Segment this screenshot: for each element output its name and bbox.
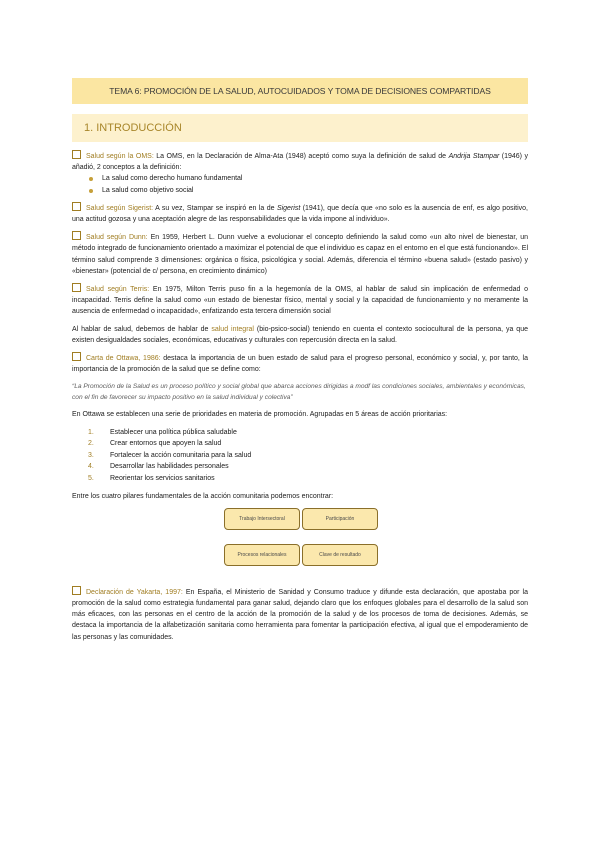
sigerist-label: Salud según Sigerist: [86, 204, 154, 212]
pillar-box [224, 508, 300, 530]
area-number: 5. [88, 475, 94, 483]
area-text: Crear entornos que apoyen la salud [110, 440, 222, 448]
area-number: 3. [88, 451, 94, 459]
oms-text-b: (1946) y añadió, 2 conceptos a la definición: [72, 153, 528, 172]
document-title: TEMA 6: PROMOCIÓN DE LA SALUD, AUTOCUIDADOS Y TOMA DE DECISIONES COMPARTIDAS [109, 86, 491, 96]
integral-key: salud integral [211, 325, 254, 333]
area-text: Desarrollar las habilidades personales [110, 463, 229, 471]
pillar-label: Procesos relacionales [237, 551, 287, 558]
pillars-diagram [72, 508, 528, 578]
area-text: Establecer una política pública saludable [110, 428, 237, 436]
pillar-box [224, 544, 300, 566]
ottawa-paragraph [72, 352, 528, 375]
ottawa-areas-intro: En Ottawa se establecen una serie de prioridades en materia de promoción. Agrupadas en 5 áreas de acción prioritarias: [72, 411, 448, 419]
list-item [88, 438, 528, 450]
oms-author: Andrija Stampar [448, 153, 500, 160]
sigerist-paragraph [72, 202, 528, 225]
yakarta-label: Declaración de Yakarta, 1997: [86, 588, 183, 596]
ottawa-pillars-intro: Entre los cuatro pilares fundamentales de la acción comunitaria podemos encontrar: [72, 492, 334, 500]
checkbox-bullet-icon [72, 202, 81, 211]
sigerist-text-a: A su vez, Stampar se inspiró en la de [153, 204, 277, 212]
section-heading: 1. INTRODUCCIÓN [84, 122, 182, 134]
area-number: 1. [88, 428, 94, 436]
checkbox-bullet-icon [72, 231, 81, 240]
checkbox-bullet-icon [72, 283, 81, 292]
oms-paragraph [72, 150, 528, 173]
area-text: Fortalecer la acción comunitaria para la salud [110, 451, 252, 459]
area-number: 2. [88, 440, 94, 448]
pillar-label: Clave de resultado [319, 551, 361, 558]
sigerist-name: Sigerist [276, 204, 301, 212]
list-item [88, 427, 528, 439]
area-text: Reorientar los servicios sanitarios [110, 475, 215, 483]
checkbox-bullet-icon [72, 352, 81, 361]
document-page [72, 78, 528, 643]
checkbox-bullet-icon [72, 586, 81, 595]
oms-text-a: La OMS, en la Declaración de Alma-Ata (1948) aceptó como suya la definición de salud de [153, 153, 449, 160]
checkbox-bullet-icon [72, 150, 81, 159]
ottawa-quote: “La Promoción de la Salud es un proceso político y social global que abarca acciones dirigidas a modf las condiciones sociales, ambientales y económicas, con el fin de favorecer su impacto positivo en la salud individual y colectiva” [72, 383, 526, 402]
integral-paragraph [72, 324, 528, 346]
yakarta-paragraph [72, 586, 528, 643]
terris-text: En 1975, Milton Terris puso fin a la hegemonía de la OMS, al hablar de salud sin implicación de enfermedad o incapacidad. Terris define la salud como «un estado de bienestar físico, mental y social y la capacidad de funcionamiento y no meramente la ausencia de enfermedad o incapacidad», enfatizando esta tercera dimensión social [72, 286, 528, 316]
terris-label: Salud según Terris: [86, 286, 150, 294]
dunn-label: Salud según Dunn: [86, 234, 148, 242]
integral-text-b: (bio-psico-social) teniendo en cuenta el contexto sociocultural de la persona, ya que existen desigualdades sociales, económicas, educativas y culturales con repercusión directa en la salud. [72, 325, 528, 344]
pillar-box [302, 508, 378, 530]
area-number: 4. [88, 463, 94, 471]
ottawa-text: destaca la importancia de un buen estado de salud para el progreso personal, económico y social, y, por tanto, la importancia de la promoción de la salud que se define como: [72, 355, 528, 374]
sigerist-text-b: (1941), que decía que «no solo es la ausencia de enf, es algo positivo, una actitud gozosa y una aceptación alegre de las responsabilidades que la vida impone al individuo». [72, 204, 528, 224]
document-title-bar [72, 78, 528, 104]
list-item [88, 461, 528, 473]
section-heading-bar [72, 114, 528, 142]
pillar-label: Trabajo Intersectoral [239, 515, 285, 522]
terris-paragraph [72, 283, 528, 318]
oms-label: Salud según la OMS: [86, 153, 154, 160]
list-item [88, 450, 528, 462]
ottawa-areas-list [88, 427, 528, 485]
yakarta-text: En España, el Ministerio de Sanidad y Consumo traduce y difunde esta declaración, que apostaba por la promoción de la salud como estrategia fundamental para ganar salud, dejando claro que los enfoques globales para el desarrollo de la salud son más eficaces, con las personas en el centro de la acción de la promoción de la salud y de los procesos de toma de decisiones. Además, se destaca la importancia de la alfabetización sanitaria como herramienta para fomentar la participación efectiva, al igual que el empoderamiento de las personas y las comunidades. [72, 588, 528, 641]
ottawa-label: Carta de Ottawa, 1986: [86, 355, 161, 363]
pillar-label: Participación [325, 515, 355, 522]
pillar-box [302, 544, 378, 566]
integral-text-a: Al hablar de salud, debemos de hablar de [72, 325, 212, 333]
list-item: La salud como objetivo social [88, 185, 528, 196]
list-item [88, 473, 528, 485]
dunn-paragraph [72, 231, 528, 277]
oms-concepts-list [88, 173, 528, 195]
dunn-text: En 1959, Herbert L. Dunn vuelve a evolucionar el concepto definiendo la salud como «un alto nivel de bienestar, un método integrado de funcionamiento orientado a maximizar el potencial de que el individuo es capaz en el entorno en el que está funcionando». El término salud comprende 3 dimensiones: orgánica o física, psicológica y social. Además, diferencia el término «buena salud» (estado pasivo) y «bienestar» (potencial de c/ persona, en crecimiento dinámico) [72, 234, 528, 275]
list-item: La salud como derecho humano fundamental [88, 173, 528, 184]
